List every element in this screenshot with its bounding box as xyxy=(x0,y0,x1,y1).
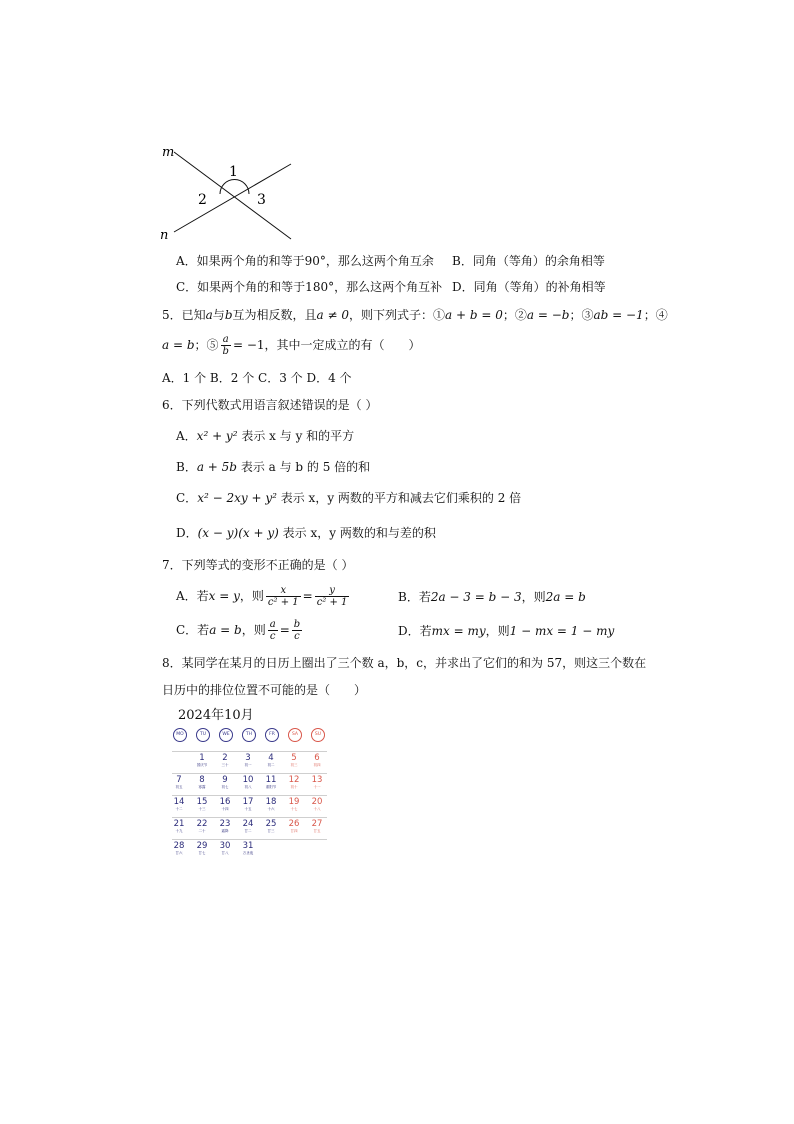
lunar-date: 初二 xyxy=(267,763,275,767)
lunar-date: 初八 xyxy=(244,785,252,789)
day-number: 5 xyxy=(291,753,297,763)
day-number: 7 xyxy=(176,775,182,785)
day-number: 29 xyxy=(196,841,208,851)
calendar-day-9 xyxy=(215,776,235,790)
lunar-date: 十五 xyxy=(244,807,252,811)
calendar-day-28 xyxy=(169,842,189,856)
intersecting-lines-figure xyxy=(158,142,298,242)
weekday-we: WE xyxy=(219,728,233,742)
day-number: 8 xyxy=(199,775,205,785)
lunar-date: 重阳节 xyxy=(265,785,277,789)
weekday-mo: MO xyxy=(173,728,187,742)
calendar-day-15 xyxy=(192,798,212,812)
angle-arc xyxy=(220,180,249,195)
lunar-date: 十七 xyxy=(290,807,298,811)
lunar-date: 廿八 xyxy=(221,851,229,855)
q6-stem: 6．下列代数式用语言叙述错误的是（ ） xyxy=(162,398,378,412)
lunar-date: 十三 xyxy=(198,807,206,811)
calendar-day-5 xyxy=(284,754,304,768)
day-number: 30 xyxy=(219,841,231,851)
q4-option-d: D．同角（等角）的补角相等 xyxy=(452,280,606,294)
day-number: 16 xyxy=(219,797,231,807)
day-number: 1 xyxy=(199,753,205,763)
lunar-date: 初四 xyxy=(313,763,321,767)
calendar-day-2 xyxy=(215,754,235,768)
lunar-date: 初三 xyxy=(290,763,298,767)
lunar-date: 廿三 xyxy=(267,829,275,833)
q4-option-a: A．如果两个角的和等于90°，那么这两个角互余 xyxy=(176,254,434,268)
label-angle-1: 1 xyxy=(229,164,238,180)
lunar-date: 初一 xyxy=(244,763,252,767)
q5-stem-line1: 5．已知a与b互为相反数，且a ≠ 0，则下列式子：①a + b = 0；②a = −b；③ab = −1；④ xyxy=(162,308,668,322)
q5-fraction: $\frac{a}{b}$ xyxy=(222,334,229,357)
day-number: 19 xyxy=(288,797,300,807)
calendar-day-30 xyxy=(215,842,235,856)
q6-option-b: B．a + 5b 表示 a 与 b 的 5 倍的和 xyxy=(176,460,371,474)
q7-option-b: B．若2a − 3 = b − 3，则2a = b xyxy=(398,590,586,604)
lunar-date: 万圣夜 xyxy=(242,851,254,855)
lunar-date: 二十 xyxy=(198,829,206,833)
calendar-day-27 xyxy=(307,820,327,834)
day-number: 18 xyxy=(265,797,277,807)
lunar-date: 十四 xyxy=(221,807,229,811)
q4-option-c: C．如果两个角的和等于180°，那么这两个角互补 xyxy=(176,280,443,294)
calendar-day-12 xyxy=(284,776,304,790)
lunar-date: 国庆节 xyxy=(196,763,208,767)
calendar-day-10 xyxy=(238,776,258,790)
lunar-date: 廿七 xyxy=(198,851,206,855)
calendar-day-6 xyxy=(307,754,327,768)
lunar-date: 十六 xyxy=(267,807,275,811)
calendar-day-18 xyxy=(261,798,281,812)
q7-option-c: C．若a = b，则 $\frac{a}{c}$ = $\frac{b}{c}$ xyxy=(176,619,301,642)
day-number: 3 xyxy=(245,753,251,763)
day-number: 27 xyxy=(311,819,323,829)
calendar-day-7 xyxy=(169,776,189,790)
calendar-day-3 xyxy=(238,754,258,768)
label-angle-3: 3 xyxy=(257,192,266,208)
lunar-date: 初十 xyxy=(290,785,298,789)
lunar-date: 廿六 xyxy=(175,851,183,855)
calendar-day-17 xyxy=(238,798,258,812)
calendar-row-divider xyxy=(172,839,327,840)
weekday-tu: TU xyxy=(196,728,210,742)
q5-options: A．1 个 B．2 个 C．3 个 D．4 个 xyxy=(162,371,352,385)
day-number: 9 xyxy=(222,775,228,785)
calendar-title: 2024年10月 xyxy=(178,708,254,723)
q7-c-fraction-left: $\frac{a}{c}$ xyxy=(269,619,276,642)
day-number: 20 xyxy=(311,797,323,807)
weekday-su: SU xyxy=(311,728,325,742)
q7-option-d: D．若mx = my，则1 − mx = 1 − my xyxy=(398,624,615,638)
calendar-day-26 xyxy=(284,820,304,834)
calendar-row-divider xyxy=(172,773,327,774)
q8-stem-line1: 8．某同学在某月的日历上圈出了三个数 a，b，c，并求出了它们的和为 57，则这三个数在 xyxy=(162,656,647,670)
calendar-day-23 xyxy=(215,820,235,834)
calendar-day-16 xyxy=(215,798,235,812)
day-number: 22 xyxy=(196,819,208,829)
day-number: 2 xyxy=(222,753,228,763)
q7-a-fraction-left: $\frac{x}{\text{c² + 1}}$ xyxy=(267,585,299,608)
day-number: 11 xyxy=(265,775,277,785)
weekday-fr: FR xyxy=(265,728,279,742)
calendar-day-21 xyxy=(169,820,189,834)
day-number: 6 xyxy=(314,753,320,763)
calendar-day-19 xyxy=(284,798,304,812)
calendar-day-31 xyxy=(238,842,258,856)
lunar-date: 初七 xyxy=(221,785,229,789)
calendar-day-22 xyxy=(192,820,212,834)
calendar-row-divider xyxy=(172,751,327,752)
calendar-day-1 xyxy=(192,754,212,768)
calendar-day-14 xyxy=(169,798,189,812)
day-number: 15 xyxy=(196,797,208,807)
q7-c-fraction-right: $\frac{b}{c}$ xyxy=(293,619,301,642)
day-number: 25 xyxy=(265,819,277,829)
lunar-date: 霜降 xyxy=(221,829,229,833)
label-m: m xyxy=(162,145,175,160)
lunar-date: 十二 xyxy=(175,807,183,811)
lunar-date: 十九 xyxy=(175,829,183,833)
calendar-row-divider xyxy=(172,795,327,796)
day-number: 31 xyxy=(242,841,254,851)
lunar-date: 三十 xyxy=(221,763,229,767)
lunar-date: 寒露 xyxy=(198,785,206,789)
q4-option-b: B．同角（等角）的余角相等 xyxy=(452,254,605,268)
weekday-sa: SA xyxy=(288,728,302,742)
day-number: 24 xyxy=(242,819,254,829)
lunar-date: 初五 xyxy=(175,785,183,789)
day-number: 13 xyxy=(311,775,323,785)
calendar-day-8 xyxy=(192,776,212,790)
q6-option-c: C．x² − 2xy + y² 表示 x，y 两数的平方和减去它们乘积的 2 倍 xyxy=(176,491,522,505)
day-number: 4 xyxy=(268,753,274,763)
day-number: 23 xyxy=(219,819,231,829)
q6-option-a: A．x² + y² 表示 x 与 y 和的平方 xyxy=(176,429,355,443)
q7-a-fraction-right: $\frac{y}{\text{c² + 1}}$ xyxy=(316,585,348,608)
day-number: 12 xyxy=(288,775,300,785)
calendar-day-11 xyxy=(261,776,281,790)
lunar-date: 廿四 xyxy=(290,829,298,833)
q6-option-d: D．(x − y)(x + y) 表示 x，y 两数的和与差的积 xyxy=(176,526,436,540)
day-number: 17 xyxy=(242,797,254,807)
weekday-th: TH xyxy=(242,728,256,742)
calendar-day-24 xyxy=(238,820,258,834)
lunar-date: 十八 xyxy=(313,807,321,811)
label-angle-2: 2 xyxy=(198,192,207,208)
lunar-date: 廿二 xyxy=(244,829,252,833)
lunar-date: 廿五 xyxy=(313,829,321,833)
q7-stem: 7．下列等式的变形不正确的是（ ） xyxy=(162,558,354,572)
q8-stem-line2: 日历中的排位位置不可能的是（ ） xyxy=(162,683,367,697)
lunar-date: 十一 xyxy=(313,785,321,789)
calendar-day-29 xyxy=(192,842,212,856)
calendar-row-divider xyxy=(172,817,327,818)
label-n: n xyxy=(160,228,169,242)
calendar-day-4 xyxy=(261,754,281,768)
day-number: 28 xyxy=(173,841,185,851)
q7-option-a: A．若x = y，则 $\frac{x}{\text{c² + 1}}$ = $\frac{y}{\text{c² + 1}}$ xyxy=(176,585,348,608)
calendar-day-13 xyxy=(307,776,327,790)
day-number: 14 xyxy=(173,797,185,807)
day-number: 21 xyxy=(173,819,185,829)
q5-stem-line2: a = b；⑤ $\frac{a}{b}$ = −1，其中一定成立的有（ ） xyxy=(162,334,421,357)
day-number: 26 xyxy=(288,819,300,829)
day-number: 10 xyxy=(242,775,254,785)
calendar-day-20 xyxy=(307,798,327,812)
calendar-day-25 xyxy=(261,820,281,834)
